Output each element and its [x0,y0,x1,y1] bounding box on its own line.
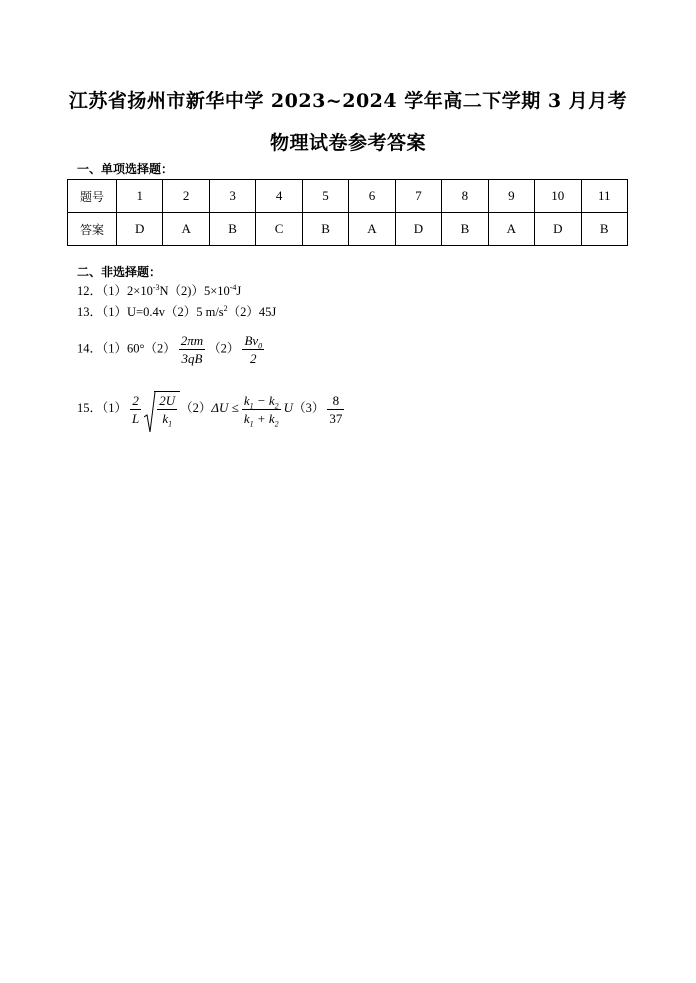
fraction-period: $\frac{2\pi m}{3qB}$ [180,333,204,366]
question-number: 7 [395,180,441,213]
answer-cell: D [395,213,441,246]
answer-table [67,179,628,246]
section-heading-choice: 一、单项选择题： [77,162,174,176]
fraction-coefficient: $\frac{2}{L}$ [132,392,140,426]
question-label: 13． [77,305,103,319]
answer-cell: A [349,213,395,246]
row-label-answer: 答案 [68,213,117,246]
question-number: 3 [209,180,255,213]
fraction-answer-3: $\frac{8}{37}$ [329,392,343,426]
row-label-question: 题号 [68,180,117,213]
question-number: 4 [256,180,302,213]
fraction-ratio: $\frac{k_1 - k_2}{k_1 + k_2}$ [243,392,279,429]
question-number: 11 [581,180,627,213]
answer-cell: D [117,213,163,246]
question-number: 10 [535,180,581,213]
section-heading-nonchoice: 二、非选择题： [77,265,162,279]
question-label: 14． [77,341,103,356]
document-title: 江苏省扬州市新华中学 2023~2024 学年高二下学期 3 月月考 [68,90,628,112]
answer-line-12: 12．$(1)2\times 10^{-3}N(2))5\times 10^{-4}J$ [77,282,242,298]
answer-row [68,213,628,246]
answer-line-14: 14．（1）60°（2） $\frac{2\pi m}{3qB}$ （2） $\frac{Bv_0}{2}$ [77,333,263,366]
document-subtitle: 物理试卷参考答案 [269,132,426,154]
question-number: 8 [442,180,488,213]
question-label: 15． [77,400,103,415]
answer-cell: B [442,213,488,246]
fraction-voltage: $\frac{Bv_0}{2}$ [244,333,263,366]
question-label: 12． [77,284,103,298]
answer-cell: A [163,213,209,246]
question-number: 9 [488,180,534,213]
answer-cell: B [302,213,348,246]
fraction-under-root: $\frac{2U}{k_1}$ [159,393,176,429]
square-root [144,391,180,427]
answer-cell: B [581,213,627,246]
question-number: 6 [349,180,395,213]
question-number-row [68,180,628,213]
question-number: 2 [163,180,209,213]
radical-sign-icon [144,391,156,433]
answer-line-13: 13．（1）U=0.4v（2）5 $m/s^2(2)45J$ [77,303,277,319]
answer-cell: C [256,213,302,246]
answer-cell: A [488,213,534,246]
answer-cell: D [535,213,581,246]
answer-line-15: 15．（1） $\frac{2}{L}$ $\frac{2U}{k_1}$ （2）ΔU ≤ $\frac{k_1 - k_2}{k_1 + k_2}$ U（3） $\frac{8}{37}$ [77,391,347,427]
question-number: 5 [302,180,348,213]
question-number: 1 [117,180,163,213]
answer-cell: B [209,213,255,246]
